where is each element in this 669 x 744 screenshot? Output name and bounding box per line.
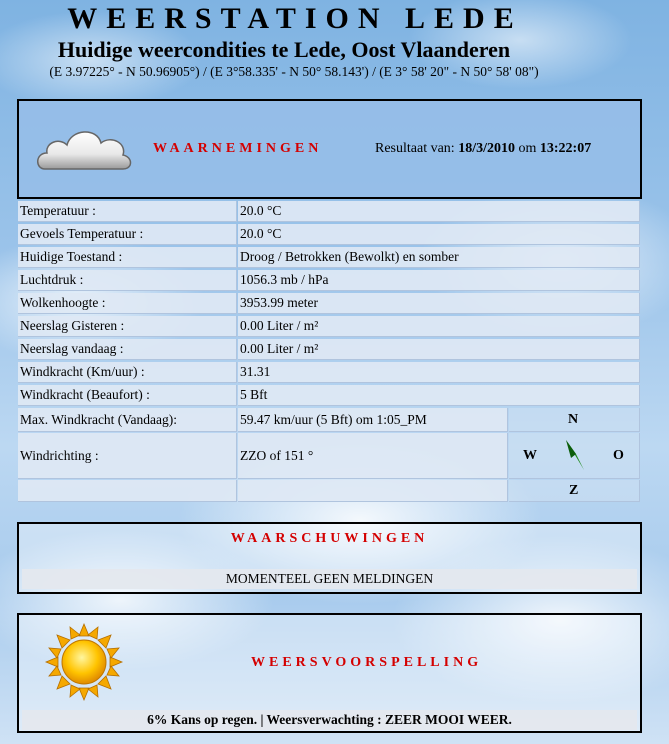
compass-west: W (523, 448, 537, 463)
observations-panel (17, 99, 642, 199)
forecast-panel (17, 613, 642, 733)
row-value: 20.0 °C (238, 224, 640, 245)
coordinates-line: (E 3.97225° - N 50.96905°) / (E 3°58.335' - N 50° 58.143') / (E 3° 58' 20" - N 50° 58' 08") (49, 64, 539, 79)
warnings-message: MOMENTEEL GEEN MELDINGEN (22, 569, 637, 589)
observations-heading: WAARNEMINGEN (153, 141, 323, 156)
table-row (18, 201, 641, 223)
table-row (18, 247, 641, 269)
row-value: 31.31 (238, 362, 640, 383)
row-label: Neerslag Gisteren : (18, 316, 237, 337)
result-time: 13:22:07 (539, 141, 592, 156)
table-row (18, 293, 641, 315)
row-label: Gevoels Temperatuur : (18, 224, 237, 245)
empty-cell (18, 480, 237, 502)
result-date: 18/3/2010 (458, 141, 515, 156)
row-label: Neerslag vandaag : (18, 339, 237, 360)
row-label: Windkracht (Beaufort) : (18, 385, 237, 406)
cloud-icon (35, 121, 135, 176)
forecast-message: 6% Kans op regen. | Weersverwachting : ZEER MOOI WEER. (22, 710, 637, 730)
compass-east: O (613, 448, 624, 463)
row-label: Luchtdruk : (18, 270, 237, 291)
table-row (18, 339, 641, 361)
row-label: Windkracht (Km/uur) : (18, 362, 237, 383)
row-value: 3953.99 meter (238, 293, 640, 314)
wind-direction-label: Windrichting : (18, 433, 237, 479)
row-value: 1056.3 mb / hPa (238, 270, 640, 291)
max-wind-label: Max. Windkracht (Vandaag): (18, 408, 237, 432)
wind-direction-value: ZZO of 151 ° (238, 433, 508, 479)
compass-south: Z (569, 483, 579, 498)
row-label: Huidige Toestand : (18, 247, 237, 268)
row-value: 20.0 °C (238, 201, 640, 222)
table-row (18, 270, 641, 292)
table-row (18, 362, 641, 384)
empty-cell (238, 480, 508, 502)
row-value: 5 Bft (238, 385, 640, 406)
wind-arrow-icon (562, 436, 588, 472)
compass-north: N (568, 412, 579, 427)
table-row (18, 224, 641, 246)
max-wind-value: 59.47 km/uur (5 Bft) om 1:05_PM (238, 408, 508, 432)
result-mid: om (518, 141, 537, 156)
forecast-heading: WEERSVOORSPELLING (251, 655, 483, 670)
result-prefix: Resultaat van: (375, 141, 455, 156)
sun-icon (39, 621, 129, 703)
warnings-panel (17, 522, 642, 594)
page-subtitle: Huidige weercondities te Lede, Oost Vlaanderen (57, 37, 511, 62)
site-title: WEERSTATION LEDE (67, 2, 523, 35)
result-timestamp (375, 141, 591, 157)
warnings-heading: WAARSCHUWINGEN (230, 531, 429, 546)
row-value: 0.00 Liter / m² (238, 339, 640, 360)
table-row (18, 316, 641, 338)
row-value: 0.00 Liter / m² (238, 316, 640, 337)
row-label: Wolkenhoogte : (18, 293, 237, 314)
row-label: Temperatuur : (18, 201, 237, 222)
wind-block (18, 408, 641, 503)
row-value: Droog / Betrokken (Bewolkt) en somber (238, 247, 640, 268)
table-row (18, 385, 641, 407)
